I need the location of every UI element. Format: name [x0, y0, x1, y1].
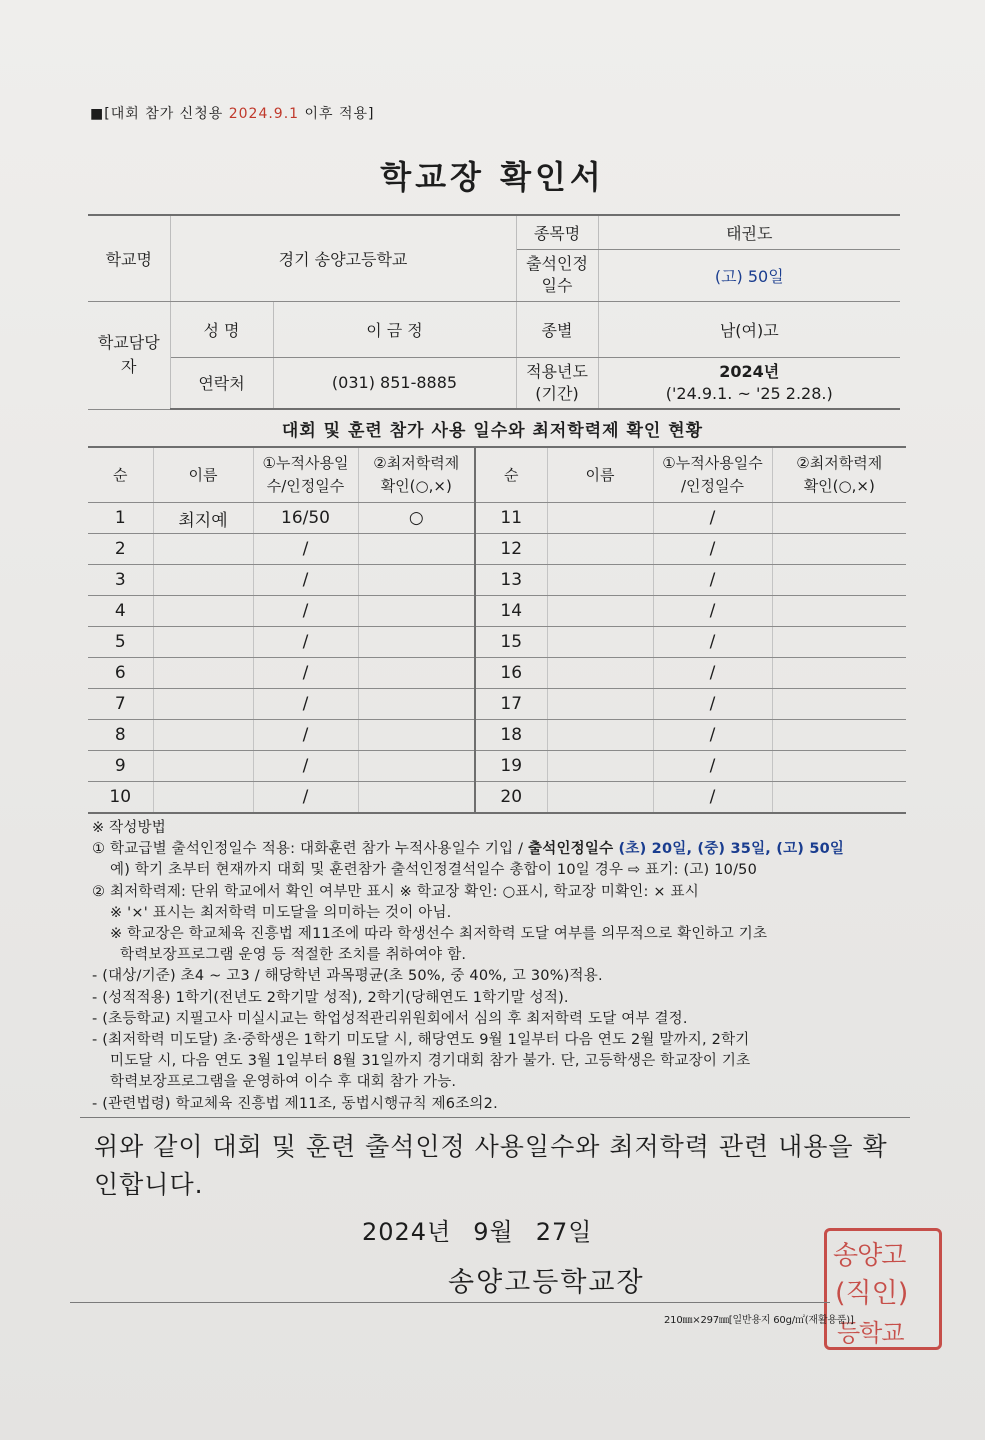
table-row: [88, 596, 906, 627]
table-row: [88, 534, 906, 565]
note-2-a: ※ '×' 표시는 최저학력 미도달을 의미하는 것이 아님.: [110, 904, 452, 921]
row-number: 2: [88, 534, 153, 565]
row-days: /: [653, 658, 772, 689]
manager-label: 학교담당자: [88, 301, 170, 409]
row-check: [358, 720, 475, 751]
row-number: 7: [88, 689, 153, 720]
note-2-b: ※ 학교장은 학교체육 진흥법 제11조에 따라 학생선수 최저학력 도달 여부를 의무적으로 확인하고 기초: [110, 926, 768, 943]
row-name: [153, 751, 253, 782]
note-bullet-1: - (대상/기준) 초4 ~ 고3 / 해당학년 과목평균(초 50%, 중 40%, 고 30%)적용.: [92, 968, 603, 985]
year-label: 적용년도: [526, 361, 588, 381]
principal-name: 송양고등학교장: [448, 1267, 645, 1298]
row-number: 10: [88, 782, 153, 814]
row-days: /: [253, 782, 358, 814]
table-row: [88, 720, 906, 751]
table-row: [88, 751, 906, 782]
year-value-cell: [598, 357, 900, 409]
row-number: 8: [88, 720, 153, 751]
header-name-right: 이름: [547, 447, 653, 503]
row-number: 11: [475, 503, 547, 534]
row-check: [772, 565, 906, 596]
roster-table: [88, 446, 906, 814]
row-name: [547, 503, 653, 534]
row-days: 16/50: [253, 503, 358, 534]
school-label: 학교명: [88, 215, 170, 301]
table-row: [88, 689, 906, 720]
year-label-cell: [516, 357, 598, 409]
row-number: 9: [88, 751, 153, 782]
application-note: ■[대회 참가 신청용 2024.9.1 이후 적용]: [90, 106, 375, 122]
name-label: 성 명: [170, 301, 273, 357]
row-number: 16: [475, 658, 547, 689]
row-number: 4: [88, 596, 153, 627]
row-name: [547, 565, 653, 596]
row-name: [547, 751, 653, 782]
row-number: 14: [475, 596, 547, 627]
header-check-right: ②최저학력제 확인(○,×): [772, 447, 906, 503]
row-days: /: [653, 782, 772, 814]
note-bullet-4a: - (최저학력 미도달) 초·중학생은 1학기 미도달 시, 해당연도 9월 1일부터 다음 연도 2월 말까지, 2학기: [92, 1032, 750, 1049]
year-sublabel: (기간): [535, 383, 579, 403]
row-number: 6: [88, 658, 153, 689]
row-name: [153, 689, 253, 720]
row-days: /: [653, 534, 772, 565]
row-check: [358, 782, 475, 814]
row-name: [153, 596, 253, 627]
row-number: 15: [475, 627, 547, 658]
row-days: /: [253, 534, 358, 565]
row-days: /: [253, 658, 358, 689]
roster-subtitle: 대회 및 훈련 참가 사용 일수와 최저학력제 확인 현황: [281, 421, 704, 441]
row-number: 19: [475, 751, 547, 782]
row-days: /: [253, 627, 358, 658]
row-check: [772, 534, 906, 565]
note-date: 2024.9.1: [228, 106, 300, 122]
footer-divider: [70, 1302, 830, 1303]
document-title: 학교장 확인서: [380, 158, 605, 196]
row-name: [547, 782, 653, 814]
confirmation-text: 위와 같이 대회 및 훈련 출석인정 사용일수와 최저학력 관련 내용을 확인합니다.: [94, 1132, 888, 1199]
row-days: /: [653, 565, 772, 596]
row-check: [772, 751, 906, 782]
row-name: [153, 658, 253, 689]
row-days: /: [253, 720, 358, 751]
row-days: /: [653, 720, 772, 751]
row-name: [547, 596, 653, 627]
header-no-left: 순: [88, 447, 153, 503]
row-name: [547, 689, 653, 720]
row-check: [358, 751, 475, 782]
notes-heading: ※ 작성방법: [92, 820, 166, 836]
row-number: 3: [88, 565, 153, 596]
instructions: [92, 818, 914, 1115]
paper-spec: 210㎜×297㎜[일반용지 60g/㎡(재활용품)]: [664, 1315, 854, 1326]
school-value: 경기 송양고등학교: [170, 215, 516, 301]
sport-label: 종목명: [516, 215, 598, 249]
row-days: /: [653, 751, 772, 782]
year-period: ('24.9.1. ~ '25 2.28.): [665, 383, 833, 403]
row-number: 12: [475, 534, 547, 565]
row-check: [772, 596, 906, 627]
row-days: /: [253, 565, 358, 596]
row-number: 13: [475, 565, 547, 596]
year-value: 2024년: [719, 361, 780, 381]
table-row: [88, 565, 906, 596]
note-2: ② 최저학력제: 단위 학교에서 확인 여부만 표시 ※ 학교장 확인: ○표시, 학교장 미확인: × 표시: [92, 883, 699, 900]
row-number: 20: [475, 782, 547, 814]
attendance-label: 출석인정일수: [516, 249, 598, 301]
row-check: [772, 720, 906, 751]
row-name: [153, 565, 253, 596]
row-name: [547, 658, 653, 689]
row-check: [772, 782, 906, 814]
section-divider: [80, 1117, 910, 1118]
note-bullet-2: - (성적적용) 1학기(전년도 2학기말 성적), 2학기(당해연도 1학기말 성적).: [92, 989, 569, 1006]
row-days: /: [253, 751, 358, 782]
row-name: [547, 720, 653, 751]
row-name: [547, 627, 653, 658]
row-days: /: [653, 503, 772, 534]
row-check: [772, 689, 906, 720]
note-1-example: 예) 학기 초부터 현재까지 대회 및 훈련참가 출석인정결석일수 총합이 10일 경우 ⇨ 표기: (고) 10/50: [110, 862, 758, 879]
note-bullet-4c: 학력보장프로그램을 운영하여 이수 후 대회 참가 가능.: [110, 1074, 457, 1091]
name-value: 이 금 정: [273, 301, 516, 357]
table-row: [88, 503, 906, 534]
row-name: [153, 534, 253, 565]
row-days: /: [253, 689, 358, 720]
type-label: 종별: [516, 301, 598, 357]
note-bullet-5: - (관련법령) 학교체육 진흥법 제11조, 동법시행규칙 제6조의2.: [92, 1095, 498, 1112]
info-table: [88, 214, 900, 410]
row-check: [358, 534, 475, 565]
note-2-c: 학력보장프로그램 운영 등 적절한 조치를 취하여야 함.: [120, 947, 467, 964]
row-name: [153, 720, 253, 751]
header-days-left: ①누적사용일 수/인정일수: [253, 447, 358, 503]
row-name: [153, 782, 253, 814]
row-days: /: [653, 596, 772, 627]
row-check: [358, 689, 475, 720]
row-days: /: [253, 596, 358, 627]
row-check: [358, 658, 475, 689]
row-name: [153, 627, 253, 658]
header-name-left: 이름: [153, 447, 253, 503]
row-number: 18: [475, 720, 547, 751]
row-check: [358, 627, 475, 658]
table-row: [88, 782, 906, 814]
note-bullet-3: - (초등학교) 지필고사 미실시교는 학업성적관리위원회에서 심의 후 최저학력 도달 여부 결정.: [92, 1010, 688, 1027]
row-check: [772, 627, 906, 658]
header-check-left: ②최저학력제 확인(○,×): [358, 447, 475, 503]
official-seal-icon: 송양고 (직인) 등학교: [824, 1228, 942, 1350]
row-name: 최지예: [153, 503, 253, 534]
row-days: /: [653, 689, 772, 720]
contact-label: 연락처: [170, 357, 273, 409]
row-check: [772, 503, 906, 534]
row-check: [358, 596, 475, 627]
row-check: [772, 658, 906, 689]
contact-value: (031) 851-8885: [273, 357, 516, 409]
note-1: ① 학교급별 출석인정일수 적용: 대화훈련 참가 누적사용일수 기입 / 출석인정일수 (초) 20일, (중) 35일, (고) 50일: [92, 841, 845, 858]
attendance-value: (고) 50일: [598, 249, 900, 301]
table-row: [88, 658, 906, 689]
row-days: /: [653, 627, 772, 658]
header-days-right: ①누적사용일수 /인정일수: [653, 447, 772, 503]
table-row: [88, 627, 906, 658]
note-bullet-4b: 미도달 시, 다음 연도 3월 1일부터 8월 31일까지 경기대회 참가 불가. 단, 고등학생은 학교장이 기초: [110, 1053, 751, 1070]
signature-date: 2024년 9월 27일: [362, 1218, 593, 1246]
header-no-right: 순: [475, 447, 547, 503]
row-check: ○: [358, 503, 475, 534]
sport-value: 태권도: [598, 215, 900, 249]
row-number: 5: [88, 627, 153, 658]
row-number: 1: [88, 503, 153, 534]
type-value: 남(여)고: [598, 301, 900, 357]
row-number: 17: [475, 689, 547, 720]
row-name: [547, 534, 653, 565]
row-check: [358, 565, 475, 596]
